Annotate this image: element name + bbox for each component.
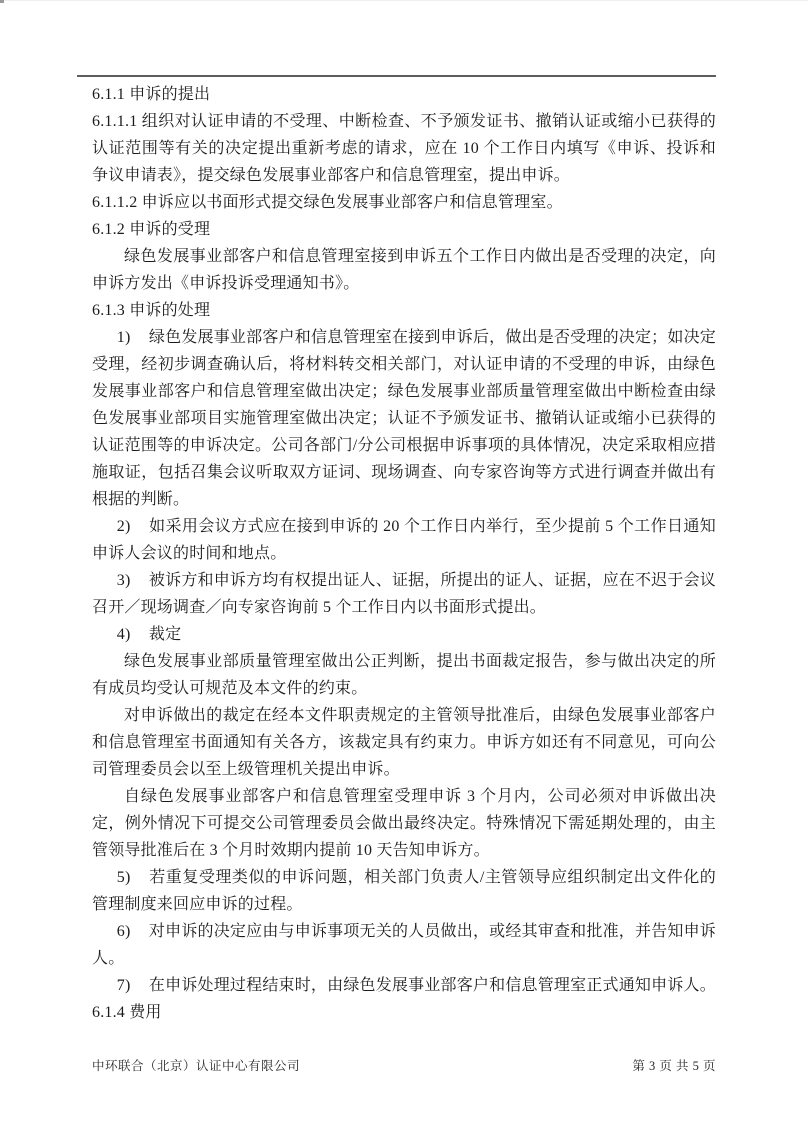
company-name: 中环联合（北京）认证中心有限公司 <box>92 1059 301 1073</box>
list-item-text: 对申诉的决定应由与申诉事项无关的人员做出，或经其审查和批准，并告知申诉人。 <box>92 923 716 967</box>
paragraph-ruling-3: 自绿色发展事业部客户和信息管理室受理申诉 3 个月内，公司必须对申诉做出决定，例外情况下可提交公司管理委员会做出最终决定。特殊情况下需延期处理的，由主管领导批准后在 3 个月时效期内提前 10 天告知申诉方。 <box>92 788 716 859</box>
paragraph-ruling-2: 对申诉做出的裁定在经本文件职责规定的主管领导批准后，由绿色发展事业部客户和信息管理室书面通知有关各方，该裁定具有约束力。申诉方如还有不同意见，可向公司管理委员会以至上级管理机关提出申诉。 <box>92 707 716 778</box>
list-item-text: 若重复受理类似的申诉问题，相关部门负责人/主管领导应组织制定出文件化的管理制度来回应申诉的过程。 <box>92 869 716 913</box>
clause-heading-6-1-4: 6.1.4 费用 <box>92 1004 162 1021</box>
document-body <box>92 81 716 1026</box>
list-item-4 <box>92 621 716 648</box>
list-item-text: 被诉方和申诉方均有权提出证人、证据，所提出的证人、证据，应在不迟于会议召开／现场调查／向专家咨询前 5 个工作日内以书面形式提出。 <box>92 572 716 616</box>
list-marker: 6) <box>116 923 131 940</box>
list-item-1 <box>92 324 716 513</box>
paragraph-6-1-1-2: 6.1.1.2 申诉应以书面形式提交绿色发展事业部客户和信息管理室。 <box>92 194 563 211</box>
page-footer <box>92 1056 716 1074</box>
header-rule <box>77 75 716 77</box>
list-item-text: 如采用会议方式应在接到申诉的 20 个工作日内举行，至少提前 5 个工作日通知申诉人会议的时间和地点。 <box>92 518 716 562</box>
clause-heading-6-1-2: 6.1.2 申诉的受理 <box>92 221 211 238</box>
list-marker: 7) <box>116 977 131 994</box>
scan-edge-artifact <box>0 0 808 1</box>
list-item-text: 绿色发展事业部客户和信息管理室在接到申诉后，做出是否受理的决定；如决定受理，经初步调查确认后，将材料转交相关部门，对认证申请的不受理的申诉，由绿色发展事业部客户和信息管理室做出决定；绿色发展事业部质量管理室做出中断检查由绿色发展事业部项目实施管理室做出决定；认证不予颁发证书、撤销认证或缩小已获得的认证范围等的申诉决定。公司各部门/分公司根据申诉事项的具体情况，决定采取相应措施取证，包括召集会议听取双方证词、现场调查、向专家咨询等方式进行调查并做出有根据的判断。 <box>92 329 716 508</box>
page-number: 第 3 页 共 5 页 <box>632 1059 716 1073</box>
list-marker: 5) <box>116 869 131 886</box>
paragraph-6-1-1-1: 6.1.1.1 组织对认证申请的不受理、中断检查、不予颁发证书、撤销认证或缩小已获得的认证范围等有关的决定提出重新考虑的请求，应在 10 个工作日内填写《申诉、投诉和争议申请表》，提交绿色发展事业部客户和信息管理室，提出申诉。 <box>92 113 716 184</box>
list-marker: 1) <box>116 329 131 346</box>
scan-corner-artifact <box>0 0 4 3</box>
paragraph-acceptance: 绿色发展事业部客户和信息管理室接到申诉五个工作日内做出是否受理的决定，向申诉方发出《申诉投诉受理通知书》。 <box>92 248 716 292</box>
list-item-text: 裁定 <box>148 626 182 643</box>
list-marker: 3) <box>116 572 131 589</box>
list-item-7 <box>92 972 716 999</box>
list-marker: 2) <box>116 518 131 535</box>
clause-heading-6-1-1: 6.1.1 申诉的提出 <box>92 86 211 103</box>
clause-heading-6-1-3: 6.1.3 申诉的处理 <box>92 302 211 319</box>
paragraph-ruling-1: 绿色发展事业部质量管理室做出公正判断，提出书面裁定报告，参与做出决定的所有成员均受认可规范及本文件的约束。 <box>92 653 716 697</box>
list-item-text: 在申诉处理过程结束时，由绿色发展事业部客户和信息管理室正式通知申诉人。 <box>148 977 716 994</box>
list-item-3 <box>92 567 716 621</box>
list-item-5 <box>92 864 716 918</box>
list-item-6 <box>92 918 716 972</box>
list-marker: 4) <box>116 626 131 643</box>
list-item-2 <box>92 513 716 567</box>
